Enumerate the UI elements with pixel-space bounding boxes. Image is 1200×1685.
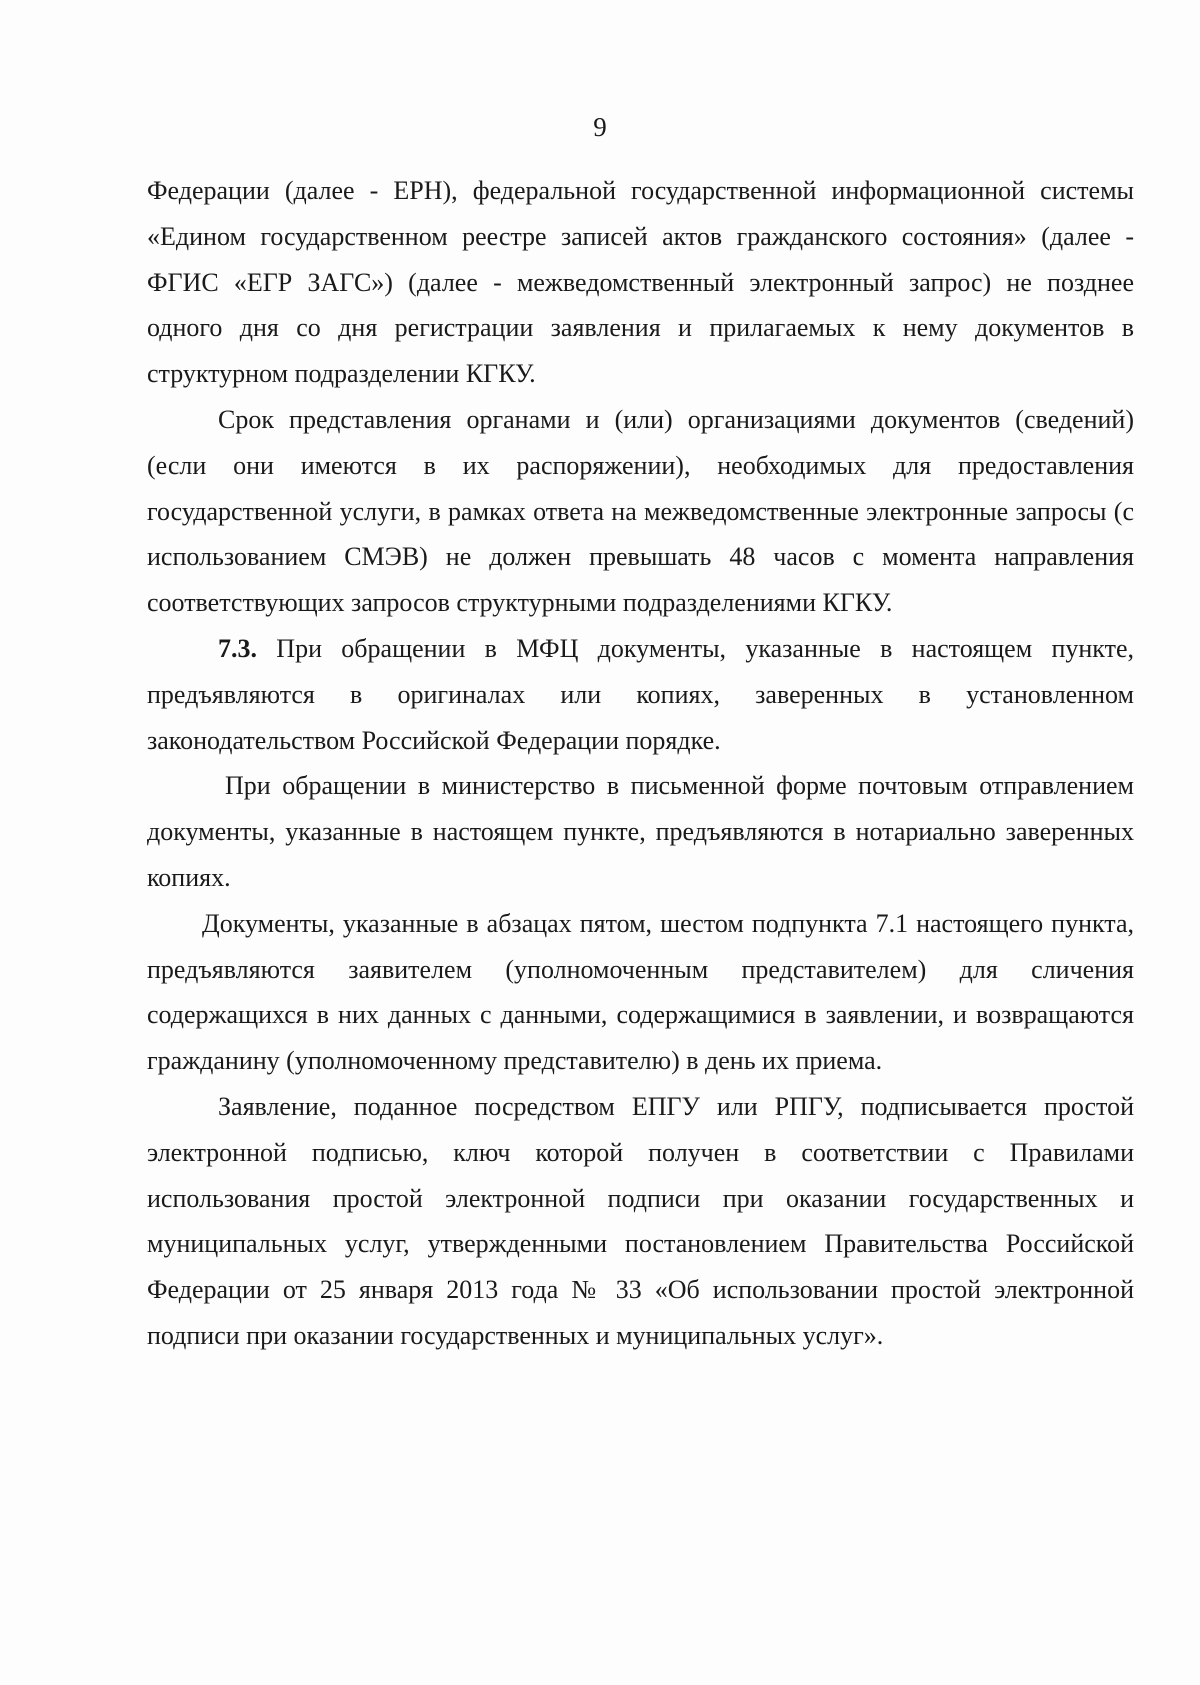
document-body [147,168,1134,1359]
paragraph-postal-submission: При обращении в министерство в письменной форме почтовым отправлением документы, указанные в настоящем пункте, предъявляются в нотариально заверенных копиях. [147,771,1134,892]
paragraph-7-3-text: При обращении в МФЦ документы, указанные в настоящем пункте, предъявляются в оригиналах или копиях, заверенных в установленном законодательством Российской Федерации порядке. [147,633,1134,755]
paragraph-7-3 [147,626,1134,763]
paragraph-electronic-signature: Заявление, поданное посредством ЕПГУ или РПГУ, подписывается простой электронной подписью, ключ которой получен в соответствии с Правилами использования простой электронной подписи при оказании государственных и муниципальных услуг, утвержденными постановлением Правительства Российской Федерации от 25 января 2013 года № 33 «Об использовании простой электронной подписи при оказании государственных и муниципальных услуг». [147,1091,1134,1350]
paragraph-continuation: Федерации (далее - ЕРН), федеральной государственной информационной системы «Едином государственном реестре записей актов гражданского состояния» (далее - ФГИС «ЕГР ЗАГС») (далее - межведомственный электронный запрос) не позднее одного дня со дня регистрации заявления и прилагаемых к нему документов в структурном подразделении КГКУ. [147,176,1134,389]
subsection-number: 7.3. [218,633,257,663]
paragraph-document-return: Документы, указанные в абзацах пятом, шестом подпункта 7.1 настоящего пункта, предъявляются заявителем (уполномоченным представителем) для сличения содержащихся в них данных с данными, содержащимися в заявлении, и возвращаются гражданину (уполномоченному представителю) в день их приема. [147,908,1134,1076]
paragraph-response-deadline: Срок представления органами и (или) организациями документов (сведений) (если они имеются в их распоряжении), необходимых для предоставления государственной услуги, в рамках ответа на межведомственные электронные запросы (с использованием СМЭВ) не должен превышать 48 часов с момента направления соответствующих запросов структурными подразделениями КГКУ. [147,404,1134,618]
page-number: 9 [593,112,607,142]
